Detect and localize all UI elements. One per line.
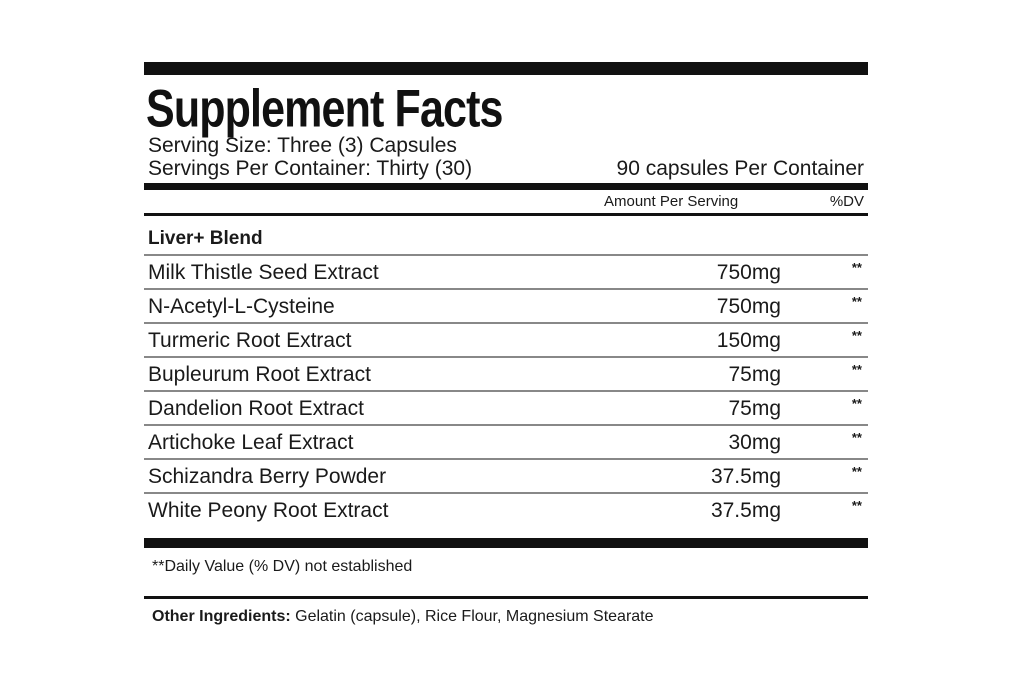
ingredient-amount: 750mg [716, 261, 781, 284]
ingredient-dv: ** [851, 396, 862, 411]
ingredient-amount: 750mg [716, 295, 781, 318]
ingredient-amount: 75mg [728, 363, 781, 386]
ingredient-name: Bupleurum Root Extract [148, 363, 371, 386]
ingredient-dv: ** [851, 498, 862, 513]
ingredient-amount: 150mg [716, 329, 781, 352]
ingredient-row [144, 390, 868, 424]
thick-rule [144, 183, 868, 190]
ingredient-name: Dandelion Root Extract [148, 397, 364, 420]
ingredient-name: Schizandra Berry Powder [148, 465, 387, 488]
ingredient-row [144, 424, 868, 458]
amount-per-serving-header: Amount Per Serving [604, 193, 739, 210]
ingredient-row [144, 458, 868, 492]
ingredient-name: Artichoke Leaf Extract [148, 431, 354, 454]
blend-name: Liver+ Blend [148, 228, 263, 249]
ingredient-name: White Peony Root Extract [148, 499, 389, 522]
ingredient-dv: ** [851, 362, 862, 377]
ingredient-list [144, 254, 868, 526]
other-ingredients-text: Gelatin (capsule), Rice Flour, Magnesium Stearate [290, 608, 654, 625]
ingredient-dv: ** [851, 430, 862, 445]
ingredient-row [144, 288, 868, 322]
ingredient-row [144, 322, 868, 356]
top-rule [144, 62, 868, 75]
ingredient-name: Milk Thistle Seed Extract [148, 261, 379, 284]
dv-header: %DV [829, 193, 864, 210]
supplement-facts-panel [144, 62, 868, 642]
ingredient-row [144, 492, 868, 526]
panel-title: Supplement Facts [146, 78, 503, 139]
ingredient-amount: 37.5mg [710, 499, 781, 522]
header-rule [144, 213, 868, 216]
other-ingredients-label: Other Ingredients: [152, 608, 291, 625]
ingredient-dv: ** [851, 464, 862, 479]
serving-size: Serving Size: Three (3) Capsules [148, 134, 457, 157]
ingredient-dv: ** [851, 328, 862, 343]
ingredient-row [144, 356, 868, 390]
ingredient-dv: ** [851, 294, 862, 309]
ingredient-amount: 30mg [728, 431, 781, 454]
capsules-per-container: 90 capsules Per Container [616, 157, 864, 180]
thin-rule [144, 596, 868, 599]
bottom-rule [144, 538, 868, 548]
daily-value-footnote: **Daily Value (% DV) not established [152, 558, 413, 575]
ingredient-amount: 75mg [728, 397, 781, 420]
ingredient-row [144, 254, 868, 288]
servings-per-container: Servings Per Container: Thirty (30) [148, 157, 473, 180]
ingredient-name: Turmeric Root Extract [148, 329, 352, 352]
ingredient-name: N-Acetyl-L-Cysteine [148, 295, 335, 318]
ingredient-amount: 37.5mg [710, 465, 781, 488]
ingredient-dv: ** [851, 260, 862, 275]
other-ingredients [152, 609, 654, 625]
